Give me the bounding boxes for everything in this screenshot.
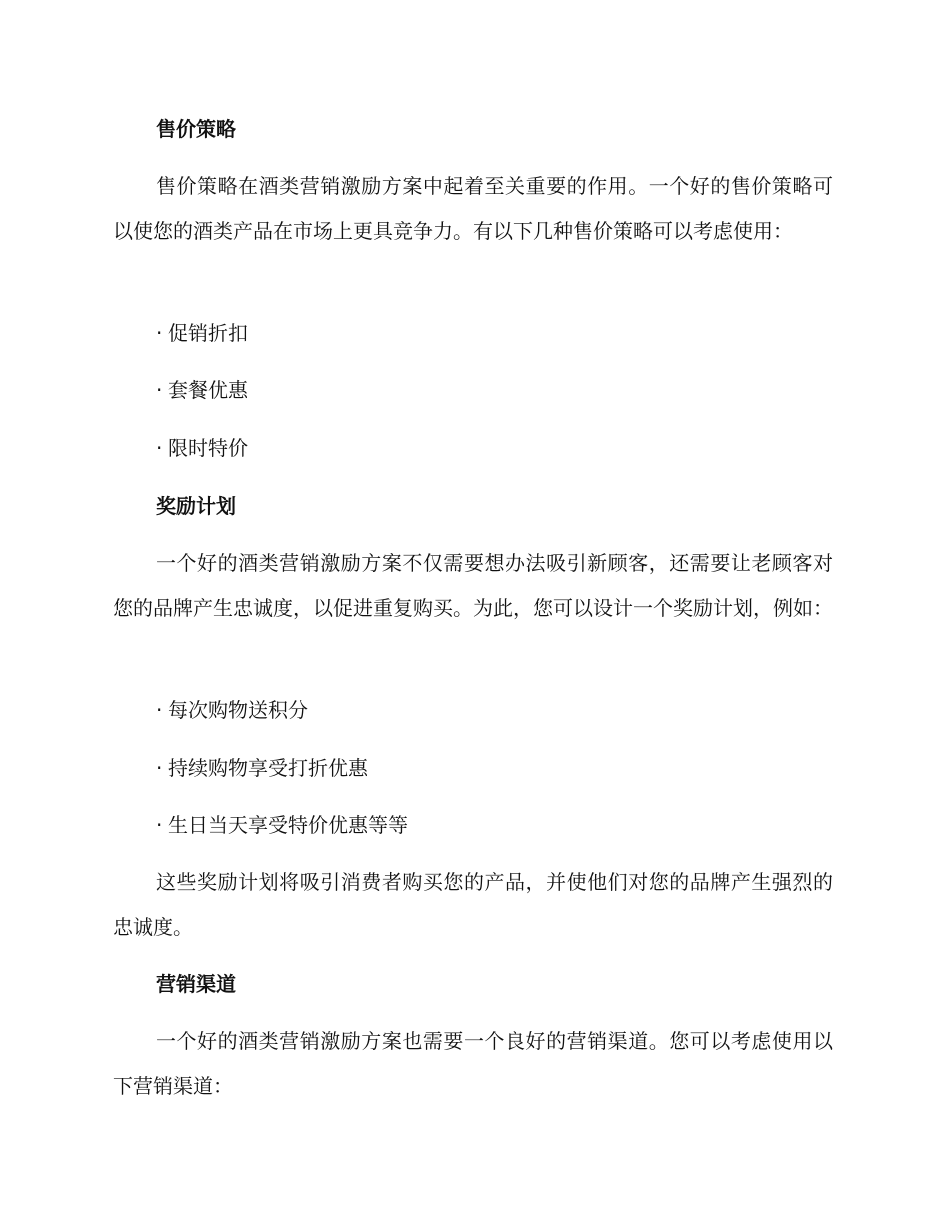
bullet-dot: ·: [156, 756, 163, 780]
bullet-item: [156, 319, 248, 347]
bullet-dot: ·: [156, 813, 163, 837]
bullet-item: [156, 696, 308, 724]
bullet-dot: ·: [156, 436, 163, 460]
bullet-text: 限时特价: [168, 436, 248, 460]
bullet-dot: ·: [156, 698, 163, 722]
bullet-item: [156, 376, 248, 404]
bullet-item: [156, 754, 368, 782]
bullet-text: 套餐优惠: [168, 378, 248, 402]
bullet-text: 持续购物享受打折优惠: [168, 756, 368, 780]
section-paragraph-channels: 一个好的酒类营销激励方案也需要一个良好的营销渠道。您可以考虑使用以下营销渠道：: [113, 1029, 833, 1098]
section-heading-pricing: 售价策略: [156, 117, 236, 141]
section-heading-rewards: 奖励计划: [156, 494, 236, 518]
bullet-item: [156, 434, 248, 462]
bullet-dot: ·: [156, 321, 163, 345]
section-closing-paragraph-rewards: 这些奖励计划将吸引消费者购买您的产品，并使他们对您的品牌产生强烈的忠诚度。: [113, 870, 833, 939]
section-heading-channels: 营销渠道: [156, 972, 236, 996]
bullet-text: 生日当天享受特价优惠等等: [168, 813, 408, 837]
section-paragraph-rewards: 一个好的酒类营销激励方案不仅需要想办法吸引新顾客，还需要让老顾客对您的品牌产生忠诚度，以促进重复购买。为此，您可以设计一个奖励计划，例如：: [113, 551, 833, 620]
bullet-text: 每次购物送积分: [168, 698, 308, 722]
bullet-text: 促销折扣: [168, 321, 248, 345]
bullet-dot: ·: [156, 378, 163, 402]
bullet-item: [156, 811, 408, 839]
section-paragraph-pricing: 售价策略在酒类营销激励方案中起着至关重要的作用。一个好的售价策略可以使您的酒类产品在市场上更具竞争力。有以下几种售价策略可以考虑使用：: [113, 174, 833, 243]
